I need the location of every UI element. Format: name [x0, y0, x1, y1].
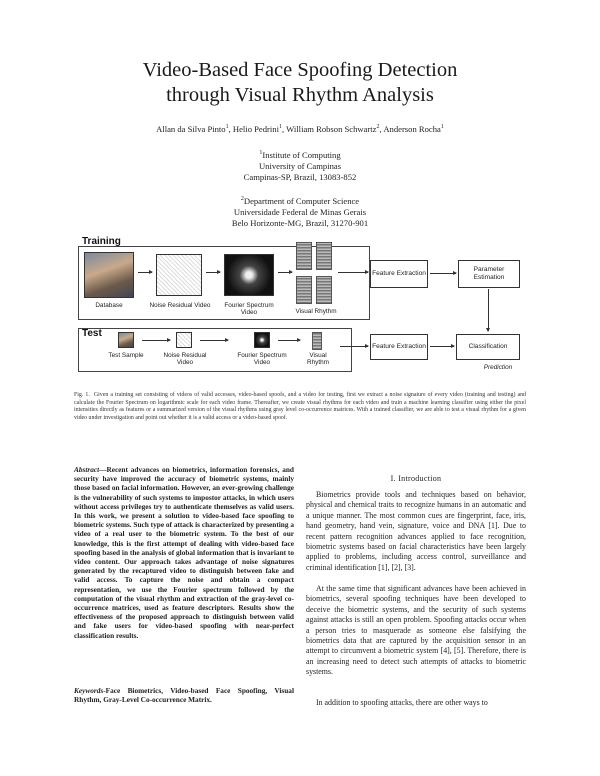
test-visual-rhythm	[312, 332, 322, 350]
training-label: Training	[82, 236, 121, 247]
paper-title	[0, 58, 600, 108]
arrow	[138, 272, 152, 273]
visual-rhythm-strip	[296, 242, 312, 270]
noise-residual-image	[156, 254, 202, 296]
classification-box: Classification	[456, 334, 520, 360]
feature-extraction-box: Feature Extraction	[370, 260, 428, 288]
arrow	[206, 272, 220, 273]
test-fourier-image	[254, 332, 270, 348]
visual-rhythm-strip	[316, 276, 332, 304]
arrow	[278, 272, 292, 273]
fourier-spectrum-label: Fourier Spectrum Video	[224, 302, 274, 316]
figure-1-pipeline	[78, 236, 528, 378]
abstract: Abstract—Recent advances on biometrics, information forensics, and security have improved the accuracy of biometric systems, mainly those based on facial information. However, an ever-growing challenge is the vulnerability of such systems to impostor attacks, in which users without access privileges try to authenticate themselves as valid users. In this work, we present a solution to video-based face spoofing to biometric systems. Such type of attack is characterized by presenting a video of a real user to the biometric system. To the best of our knowledge, this is the first attempt of dealing with video-based face spoofing based in the analysis of global information that is invariant to video content. Our approach takes advantage of noise signatures generated by the recaptured video to distinguish between fake and valid access. To capture the noise and obtain a compact representation, we use the Fourier spectrum followed by the computation of the visual rhythm and extraction of the gray-level co-occurrence matrices, used as feature descriptors. Results show the effectiveness of the proposed approach to distinguish between valid and fake users for video-based spoofing with near-perfect classification results.	[74, 465, 294, 640]
test-noise-label: Noise Residual Video	[163, 352, 207, 366]
test-sample-image	[118, 332, 134, 348]
keywords: Keywords-Face Biometrics, Video-based Face Spoofing, Visual Rhythm, Gray-Level Co-occurrence Matrix.	[74, 686, 294, 705]
visual-rhythm-strip	[316, 242, 332, 270]
author-list: Allan da Silva Pinto$^1$, Helio Pedrini$^1$, William Robson Schwartz$^2$, Anderson Rocha$^1$	[156, 124, 444, 134]
intro-paragraph-2: At the same time that significant advances have been achieved in biometrics, several spoofing techniques have been developed to deceive the biometric systems, and the security of such systems against attacks is still an open problem. Spoofing attacks occur when a person tries to masquerade as someone else falsifying the biometrics data that are captured by the acquisition sensor in an attempt to circumvent a biometric system [4], [5]. Therefore, there is an increasing need to detect such attempts of attacks to biometric systems.	[306, 584, 526, 677]
section-heading-introduction: I. Introduction	[390, 474, 442, 483]
author: Anderson Rocha	[383, 124, 441, 134]
author: Helio Pedrini	[232, 124, 279, 134]
author: Allan da Silva Pinto	[156, 124, 226, 134]
visual-rhythm-label: Visual Rhythm	[295, 308, 337, 315]
affiliation-2: $^2$Department of Computer Science Universidade Federal de Minas Gerais Belo Horizonte-MG, Brazil, 31270-901	[231, 195, 369, 228]
arrow	[340, 346, 368, 347]
fourier-spectrum-image	[224, 254, 274, 296]
test-sample-label: Test Sample	[108, 352, 144, 359]
prediction-label: Prediction	[483, 364, 513, 371]
intro-paragraph-1: Biometrics provide tools and techniques based on behavior, physical and chemical traits to recognize humans in an automatic and a unique manner. The most common cues are fingerprint, face, iris, hand geometry, hand vein, signature, voice and DNA [1]. Due to recent pattern recognition advances applied to face recognition, biometric systems based on facial characteristics have been largely applied to problems, including access control, surveillance and criminal identification [1], [2], [3].	[306, 490, 526, 572]
noise-residual-label: Noise Residual Video	[149, 302, 211, 309]
test-fourier-label: Fourier Spectrum Video	[237, 352, 287, 366]
title-line-1: Video-Based Face Spoofing Detection	[142, 59, 458, 81]
affiliation-1: $^1$Institute of Computing University of Campinas Campinas-SP, Brazil, 13083-852	[243, 149, 357, 182]
figure-caption: Fig. 1. Given a training set consisting of videos of valid accesses, video-based spoofs, and a video for testing, first we extract a noise signature of every video (training and testing) and calculate the Fourier Spectrum on logarithmic scale for each video frame. Thereafter, we create visual rhythms for each video and train a machine learning classifier using either the pixel intensities directly as features or a summarized version of the visual rhythms using gray level co-occurrence matrices. With a trained classifier, we are able to test a visual rhythm for a given video under investigation and point out whether it is a valid access or a video-based spoof.	[74, 392, 526, 421]
arrow-down	[488, 289, 489, 331]
parameter-estimation-box: Parameter Estimation	[458, 260, 520, 288]
test-feature-extraction-box: Feature Extraction	[370, 334, 428, 360]
arrow	[338, 272, 368, 273]
author: William Robson Schwartz	[286, 124, 377, 134]
arrow	[200, 340, 228, 341]
test-label: Test	[82, 328, 102, 339]
database-image	[84, 252, 134, 298]
test-noise-image	[176, 332, 192, 348]
arrow	[278, 340, 300, 341]
arrow	[430, 346, 454, 347]
visual-rhythm-strip	[296, 276, 312, 304]
title-line-2: through Visual Rhythm Analysis	[166, 84, 434, 106]
intro-paragraph-3: In addition to spoofing attacks, there are other ways to	[316, 698, 488, 707]
arrow	[142, 340, 170, 341]
test-visual-rhythm-label: Visual Rhythm	[306, 352, 330, 366]
arrow	[430, 273, 456, 274]
database-label: Database	[95, 302, 123, 309]
